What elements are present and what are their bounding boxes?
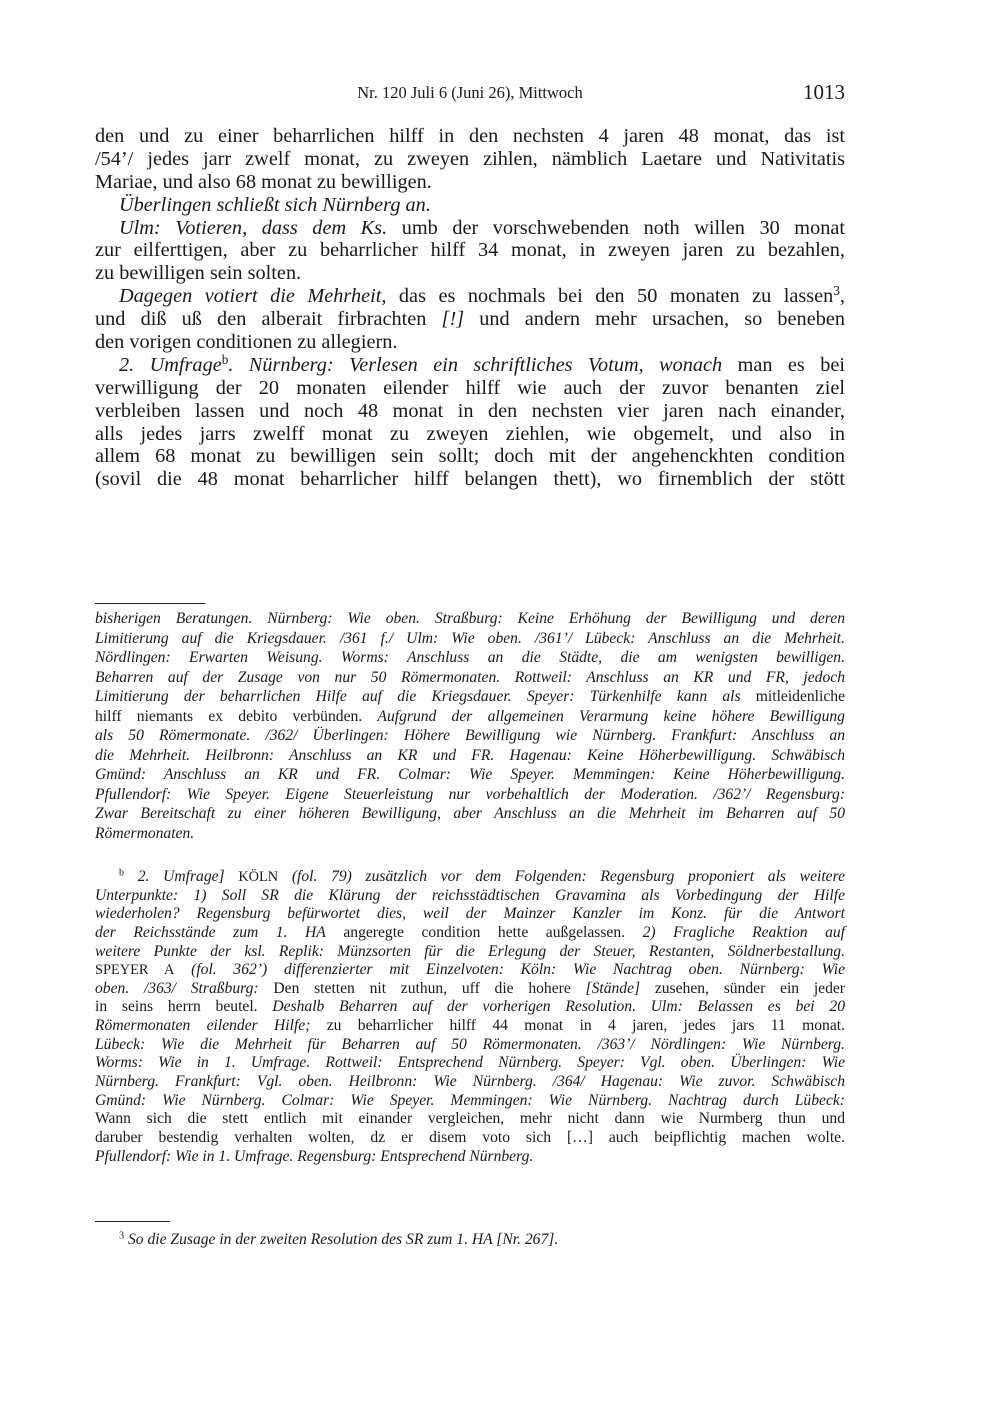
text-line: [95, 961, 845, 980]
text-line: [95, 351, 846, 377]
text-line: [95, 171, 845, 194]
page-number: 1013: [803, 80, 845, 104]
text-line: [95, 868, 845, 887]
running-title: Nr. 120 Juli 6 (Juni 26), Mittwoch: [357, 83, 583, 102]
text-segment: verbleiben lassen und noch 48 monat in den nechsten vier jaren nach einander,: [95, 399, 845, 422]
text-line: [95, 1110, 845, 1129]
text-segment: Überlingen schließt sich Nürnberg an.: [119, 193, 431, 216]
text-segment: Römermonaten.: [95, 824, 195, 842]
text-segment: der Reichsstände zum 1. HA: [95, 923, 326, 941]
text-line: [95, 1017, 845, 1036]
text-line: [95, 282, 845, 308]
text-segment: 2. Umfrage]: [124, 868, 239, 885]
text-segment: 2. Umfrage: [119, 353, 222, 376]
running-header: [95, 80, 845, 106]
text-segment: (fol. 362’) differenzierter mit Einzelvoten: Köln: Wie Nachtrag oben. Nürnberg: Wie: [174, 961, 845, 979]
text-line: [95, 687, 845, 707]
text-line: [95, 1148, 845, 1167]
text-segment: 2) Fragliche Reaktion auf: [642, 923, 845, 941]
text-segment: Römermonaten eilender Hilfe;: [95, 1017, 311, 1035]
text-segment: oben. /363/ Straßburg:: [95, 979, 259, 997]
text-line: [95, 629, 845, 649]
text-line: [95, 887, 845, 906]
text-line: [95, 726, 845, 746]
text-segment: den und zu einer beharrlichen hilff in den nechsten 4 jaren 48 monat, das ist: [95, 125, 845, 147]
text-segment: So die Zusage in der zweiten Resolution des SR zum 1. HA [Nr. 267].: [124, 1231, 559, 1248]
text-segment: Pfullendorf: Wie in 1. Umfrage. Regensburg: Entsprechend Nürnberg.: [95, 1147, 534, 1165]
text-segment: Ulm: Votieren, dass dem Ks.: [119, 216, 388, 239]
text-line: [95, 239, 845, 262]
text-line: [95, 125, 845, 148]
text-segment: Den stetten nit zuthun, uff die hohere: [258, 979, 586, 997]
text-line: [95, 1054, 845, 1073]
text-segment: Mariae, und also 68 monat zu bewilligen.: [95, 170, 432, 193]
text-line: [95, 148, 845, 171]
text-segment: (fol. 79) zusätzlich vor dem Folgenden: Regensburg proponiert als weitere: [278, 868, 845, 885]
text-segment: SPEYER A: [95, 962, 175, 979]
text-segment: zu bewilligen sein solten.: [95, 262, 302, 285]
text-segment: zusehen, sünder ein jeder: [640, 979, 845, 997]
text-segment: und diß uß den alberait firbrachten: [95, 308, 442, 331]
text-line: [95, 377, 845, 400]
text-segment: das es nochmals bei den 50 monaten zu lassen: [386, 285, 834, 308]
text-line: [95, 609, 845, 629]
text-segment: Pfullendorf: Wie Speyer. Eigene Steuerleistung nur vorbehaltlich der Moderation. /362’/ Regensburg:: [95, 785, 845, 803]
text-line: [95, 400, 845, 423]
text-segment: allem 68 monat zu bewilligen sein sollt; doch mit der angehenckhten condition: [95, 445, 845, 468]
text-segment: wiederholen? Regensburg befürwortet dies, weil der Mainzer Kanzler im Konz. für die Antwort: [95, 905, 845, 923]
text-line: [95, 668, 845, 688]
text-line: [95, 1036, 845, 1055]
text-segment: zur eilferttigen, aber zu beharrlicher hilff 34 monat, in zweyen jaren zu bezahlen,: [95, 239, 845, 262]
text-segment: KÖLN: [238, 869, 279, 885]
text-segment: daruber bestendig verhalten wolten, dz er disem voto sich […] auch beipflichtig machen wolte.: [95, 1128, 845, 1146]
text-segment: Gmünd: Wie Nürnberg. Colmar: Wie Speyer. Memmingen: Wie Nürnberg. Nachtrag durch Lübeck:: [95, 1091, 845, 1109]
text-segment: bisherigen Beratungen. Nürnberg: Wie oben. Straßburg: Keine Erhöhung der Bewilligung und deren: [95, 610, 845, 627]
text-segment: /54’/ jedes jarr zwelf monat, zu zweyen zihlen, nämblich Laetare und Nativitatis: [95, 147, 845, 170]
footnote-3: [95, 1230, 845, 1250]
text-segment: Wann sich die stett entlich mit einander vergleichen, mehr nicht dann wie Nurmberg thun und: [95, 1110, 845, 1128]
text-segment: Worms: Wie in 1. Umfrage. Rottweil: Entsprechend Nürnberg. Speyer: Vgl. oben. Überlingen: Wie: [95, 1054, 845, 1072]
footnote-marker: b: [119, 867, 125, 879]
footnote-divider: [95, 603, 205, 604]
text-line: [95, 998, 845, 1017]
text-segment: in seins herrn beutel.: [95, 998, 273, 1016]
text-line: [95, 262, 845, 285]
text-segment: Zwar Bereitschaft zu einer höheren Bewilligung, aber Anschluss an die Mehrheit im Beharren auf 50: [95, 805, 845, 822]
text-segment: verwilligung der 20 monaten eilender hilff wie auch der zuvor benanten ziel: [95, 376, 845, 399]
text-line: [95, 924, 845, 943]
footnote-b: [95, 868, 845, 1166]
text-segment: weitere Punkte der ksl. Replik: Münzsorten für die Erlegung der Steuer, Restanten, Söldnerbestallung.: [95, 942, 845, 960]
text-segment: Deshalb Beharren auf der vorherigen Resolution. Ulm: Belassen es bei 20: [272, 998, 845, 1016]
text-segment: [!]: [441, 308, 465, 331]
text-segment: ,: [839, 285, 845, 308]
text-segment: hilff niemants ex debito verbünden.: [95, 707, 378, 725]
text-line: [95, 423, 845, 446]
text-line: [95, 648, 845, 668]
text-line: [95, 468, 845, 491]
text-segment: man es bei: [722, 353, 846, 376]
text-line: [95, 785, 845, 805]
text-line: [95, 331, 845, 354]
text-line: [95, 746, 845, 766]
text-segment: Lübeck: Wie die Mehrheit für Beharren auf 50 Römermonaten. /363’/ Nördlingen: Wie Nürnberg.: [95, 1035, 845, 1053]
text-segment: zu beharrlicher hilff 44 monat in 4 jaren, jedes jars 11 monat.: [310, 1017, 845, 1035]
text-segment: alls jedes jarrs zwelff monat zu zweyen ziehlen, wie obgemelt, und also in: [95, 422, 845, 445]
text-segment: den vorigen conditionen zu allegiern.: [95, 331, 398, 354]
main-text: [95, 125, 845, 491]
text-segment: Aufgrund der allgemeinen Verarmung keine höhere Bewilligung: [377, 707, 845, 725]
text-line: [95, 804, 845, 824]
text-segment: Nürnberg. Frankfurt: Vgl. oben. Heilbronn: Wie Nürnberg. /364/ Hagenau: Wie zuvor. Schwäbisch: [95, 1073, 845, 1091]
text-segment: und andern mehr ursachen, so beneben: [464, 308, 845, 331]
footnote-numeric-divider: [95, 1221, 170, 1222]
footnote-marker: 3: [833, 282, 840, 298]
text-segment: umb der vorschwebenden noth willen 30 monat: [387, 216, 845, 239]
text-line: [95, 765, 845, 785]
text-line: [95, 824, 845, 844]
text-segment: Gmünd: Anschluss an KR und FR. Colmar: Wie Speyer. Memmingen: Keine Höherbewilligung.: [95, 766, 845, 783]
text-line: [95, 445, 845, 468]
text-segment: (sovil die 48 monat beharrlicher hilff belangen thett), wo firnemblich der stött: [95, 468, 845, 491]
text-segment: [Stände]: [585, 979, 641, 997]
text-segment: . Nürnberg: Verlesen ein schriftliches Votum, wonach: [228, 353, 723, 376]
text-segment: Nördlingen: Erwarten Weisung. Worms: Anschluss an die Städte, die am wenigsten bewilligen.: [95, 649, 845, 666]
text-line: [95, 1230, 845, 1250]
text-segment: als 50 Römermonate. /362/ Überlingen: Höhere Bewilligung wie Nürnberg. Frankfurt: Anschluss an: [95, 727, 845, 744]
text-segment: angeregte condition hette außgelassen.: [325, 923, 643, 941]
text-line: [95, 194, 845, 217]
text-segment: mitleidenliche: [740, 688, 845, 705]
text-line: [95, 707, 845, 727]
text-line: [95, 1092, 845, 1111]
text-line: [95, 308, 845, 331]
text-segment: Dagegen votiert die Mehrheit,: [119, 285, 387, 308]
text-line: [95, 1129, 845, 1148]
text-segment: Limitierung auf die Kriegsdauer. /361 f./ Ulm: Wie oben. /361’/ Lübeck: Anschluss an die Mehrheit.: [95, 629, 845, 647]
text-line: [95, 217, 845, 240]
text-line: [95, 943, 845, 962]
text-line: [95, 980, 845, 999]
footnote-a-continuation: [95, 609, 845, 843]
text-segment: Beharren auf der Zusage von nur 50 Römermonaten. Rottweil: Anschluss an KR und FR, jedoch: [95, 668, 845, 686]
text-segment: Limitierung der beharrlichen Hilfe auf die Kriegsdauer. Speyer: Türkenhilfe kann als: [95, 688, 741, 705]
text-line: [95, 905, 845, 924]
text-segment: Unterpunkte: 1) Soll SR die Klärung der reichsstädtischen Gravamina als Vorbedingung der Hilfe: [95, 886, 845, 904]
text-line: [95, 1073, 845, 1092]
text-segment: die Mehrheit. Heilbronn: Anschluss an KR und FR. Hagenau: Keine Höherbewilligung. Schwäbisch: [95, 746, 845, 764]
footnote-marker: 3: [119, 1230, 125, 1242]
footnote-marker: b: [221, 351, 229, 367]
